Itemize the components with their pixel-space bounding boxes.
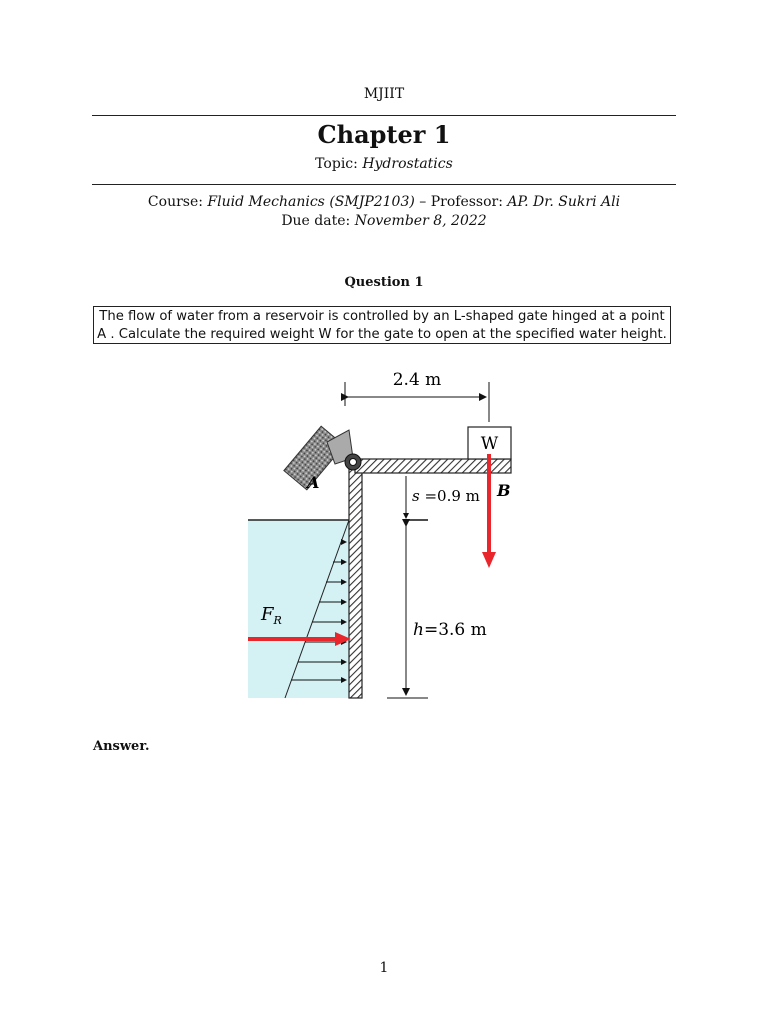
s-value: =0.9 m (419, 487, 480, 505)
h-dimension-label (413, 620, 487, 640)
force-symbol: F (261, 604, 274, 625)
point-a-label: A (307, 473, 320, 492)
point-b-label: B (497, 481, 511, 500)
answer-label: Answer. (93, 739, 150, 754)
h-value: =3.6 m (423, 620, 487, 640)
gate-diagram (235, 360, 535, 710)
topic-label: Topic: (315, 156, 358, 172)
due-date-label: Due date: (281, 213, 351, 229)
course-name: Fluid Mechanics (SMJP2103) (207, 194, 415, 210)
s-dimension-label (412, 487, 480, 505)
weight-label: W (480, 434, 499, 454)
professor-label: Professor: (430, 194, 503, 210)
question-text-line2: A . Calculate the required weight W for the gate to open at the specified water height. (97, 327, 667, 342)
force-subscript: R (273, 614, 282, 627)
professor-name: AP. Dr. Sukri Ali (507, 194, 621, 210)
topic-value: Hydrostatics (362, 156, 453, 172)
depth-dimensions (387, 476, 428, 698)
header-rule-top (92, 115, 676, 116)
question-text-line1: The flow of water from a reservoir is controlled by an L-shaped gate hinged at a point (99, 309, 665, 324)
hinge-pin (345, 454, 361, 470)
due-date-line (0, 212, 768, 231)
question-box (93, 306, 671, 344)
width-label: 2.4 m (392, 370, 442, 390)
course-label: Course: (147, 194, 203, 210)
course-line (0, 193, 768, 212)
h-symbol: h (413, 620, 424, 640)
course-info (0, 193, 768, 231)
question-title: Question 1 (344, 275, 424, 290)
course-separator: – (419, 194, 427, 210)
s-symbol: s (412, 487, 420, 505)
header-rule-bottom (92, 184, 676, 185)
header-institution: MJIIT (363, 86, 405, 102)
due-date-value: November 8, 2022 (354, 213, 487, 229)
page-number: 1 (379, 960, 389, 976)
gate-vertical-leg (349, 462, 362, 698)
page-title: Chapter 1 (317, 120, 451, 149)
topic-line (0, 156, 768, 172)
